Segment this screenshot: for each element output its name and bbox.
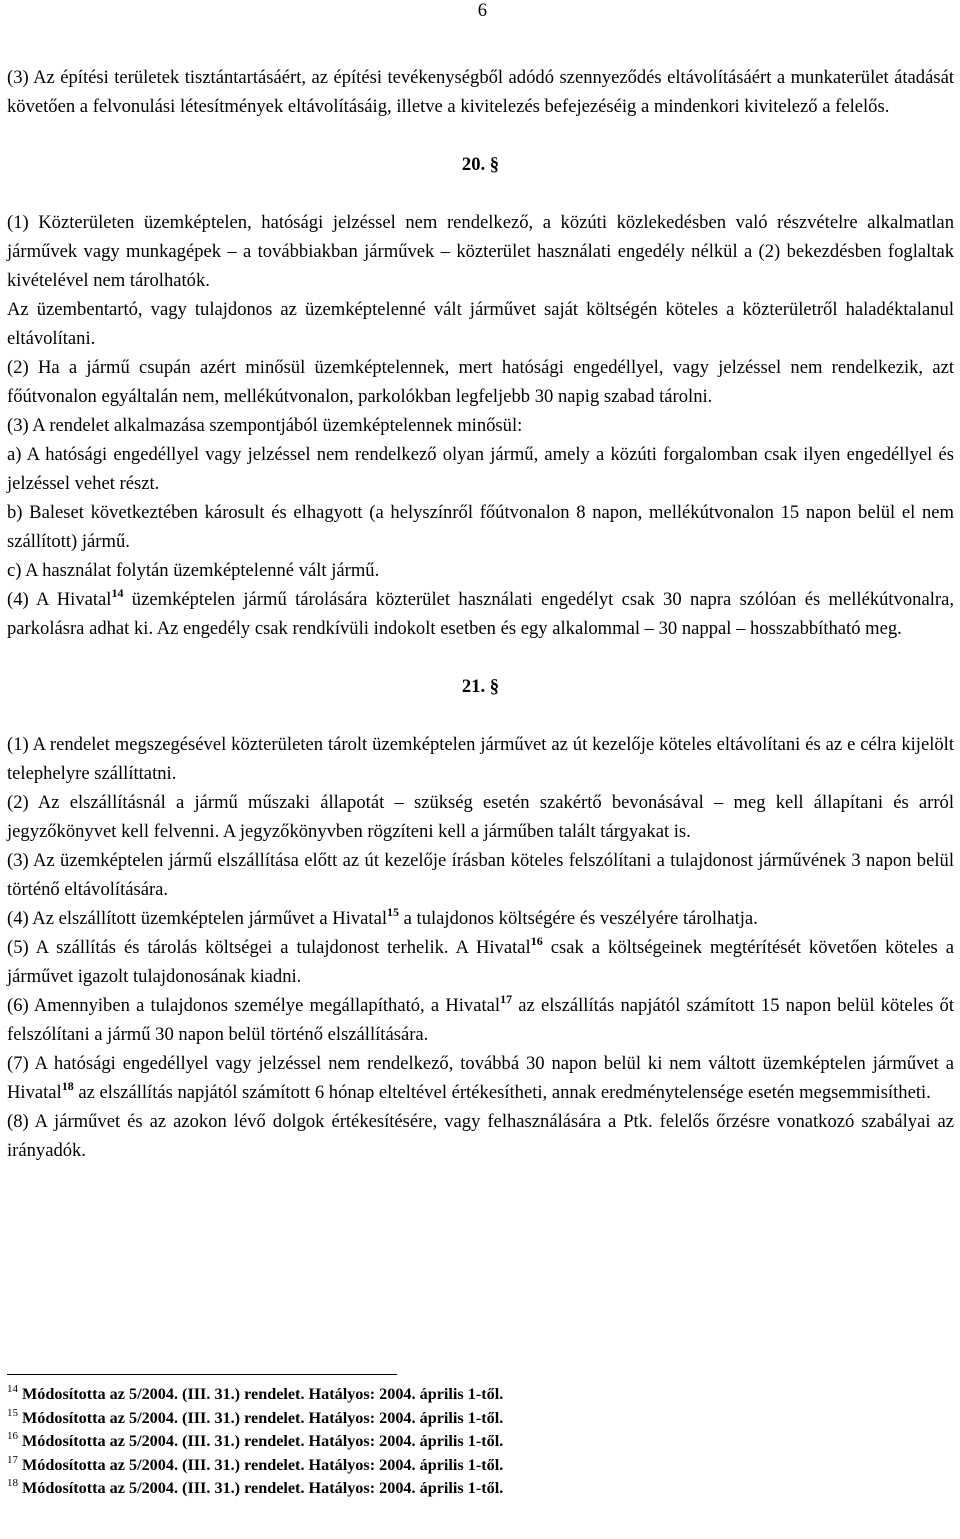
section-21-paragraph-2: (2) Az elszállításnál a jármű műszaki állapotát – szükség esetén szakértő bevonásával – meg kell állapítani és arról jegyzőkönyvet kell felvenni. A jegyzőkönyvben rögzíteni kell a járműben talált tárgyakat is. <box>7 792 954 842</box>
section-20-paragraph-2: (2) Ha a jármű csupán azért minősül üzemképtelennek, mert hatósági engedéllyel, vagy jelzéssel nem rendelkezik, azt főútvonalon egyáltalán nem, mellékútvonalon, parkolókban legfeljebb 30 napig szabad tárolni. <box>7 357 954 407</box>
footnote-17 <box>7 1454 907 1478</box>
footnote-number: 16 <box>7 1430 18 1443</box>
paragraph-text: (6) Amennyiben a tulajdonos személye megállapítható, a Hivatal <box>7 995 501 1016</box>
footnote-number: 14 <box>7 1383 18 1395</box>
paragraph-text: üzemképtelen jármű tárolására közterület használati engedélyt csak 30 napra szólóan és mellékútvonalra, parkolásra adhat ki. Az engedély csak rendkívüli indokolt esetben és egy alkalommal – 30 nappal – hosszabbítható meg. <box>7 589 954 639</box>
paragraph-text: (4) A Hivatal <box>7 589 112 610</box>
section-20-paragraph-3c: c) A használat folytán üzemképtelenné vált jármű. <box>7 560 380 581</box>
footnote-number: 18 <box>7 1477 18 1490</box>
section-21-paragraph-5 <box>7 933 954 991</box>
page-number: 6 <box>477 0 487 21</box>
intro-paragraph-3: (3) Az építési területek tisztántartásáért, az építési tevékenységből adódó szennyeződés eltávolításáért a munkaterület átadását követően a felvonulási létesítmények eltávolításáig, illetve a kivitelezés befejezéséig a mindenkori kivitelező a felelős. <box>7 67 954 117</box>
footnotes <box>7 1383 907 1501</box>
section-21-paragraph-1: (1) A rendelet megszegésével közterületen tárolt üzemképtelen járművet az út kezelője köteles eltávolítani és az e célra kijelölt telephelyre szállíttatni. <box>7 734 954 784</box>
footnote-ref-16[interactable]: 16 <box>530 934 543 948</box>
footnote-number: 15 <box>7 1406 18 1419</box>
paragraph-text: csak a költségeinek megtérítését követően köteles a járművet igazolt tulajdonosának kiadni. <box>7 937 955 987</box>
footnote-number: 17 <box>7 1453 18 1466</box>
section-21-paragraph-8: (8) A járművet és az azokon lévő dolgok értékesítésére, vagy felhasználására a Ptk. felelős őrzésre vonatkozó szabályai az irányadók. <box>7 1111 954 1161</box>
footnote-ref-17[interactable]: 17 <box>500 992 513 1006</box>
footnote-text: Módosította az 5/2004. (III. 31.) rendelet. Hatályos: 2004. április 1-től. <box>22 1408 504 1427</box>
section-20-paragraph-3b: b) Baleset következtében károsult és elhagyott (a helyszínről főútvonalon 8 napon, mellékútvonalon 15 napon belül el nem szállított) jármű. <box>7 502 954 552</box>
footnote-text: Módosította az 5/2004. (III. 31.) rendelet. Hatályos: 2004. április 1-től. <box>22 1432 504 1451</box>
section-20-paragraph-3a: a) A hatósági engedéllyel vagy jelzéssel nem rendelkező olyan jármű, amely a közúti forgalomban csak ilyen engedéllyel és jelzéssel vehet részt. <box>7 444 954 494</box>
section-21-paragraph-3: (3) Az üzemképtelen jármű elszállítása előtt az út kezelője írásban köteles felszólítani a tulajdonost járművének 3 napon belül történő eltávolítására. <box>7 850 954 900</box>
footnote-text: Módosította az 5/2004. (III. 31.) rendelet. Hatályos: 2004. április 1-től. <box>22 1455 504 1474</box>
footnote-14 <box>7 1383 907 1407</box>
section-21-paragraph-6 <box>7 991 954 1049</box>
footnote-text: Módosította az 5/2004. (III. 31.) rendelet. Hatályos: 2004. április 1-től. <box>22 1479 504 1498</box>
footnote-ref-15[interactable]: 15 <box>387 905 399 919</box>
section-20-paragraph-3: (3) A rendelet alkalmazása szempontjából üzemképtelennek minősül: <box>7 415 523 436</box>
paragraph-text: a tulajdonos költségére és veszélyére tárolhatja. <box>399 908 758 929</box>
footnote-text: Módosította az 5/2004. (III. 31.) rendelet. Hatályos: 2004. április 1-től. <box>22 1385 504 1403</box>
paragraph-text: (5) A szállítás és tárolás költségei a tulajdonost terhelik. A Hivatal <box>7 937 531 958</box>
footnote-15 <box>7 1407 907 1431</box>
paragraph-text: (4) Az elszállított üzemképtelen járművet a Hivatal <box>7 908 387 929</box>
section-20-paragraph-1b: Az üzembentartó, vagy tulajdonos az üzemképtelenné vált járművet saját költségén köteles a közterületről haladéktalanul eltávolítani. <box>7 299 954 349</box>
footnote-ref-18[interactable]: 18 <box>61 1079 74 1093</box>
footnote-ref-14[interactable]: 14 <box>111 586 124 600</box>
section-20-paragraph-1a: (1) Közterületen üzemképtelen, hatósági jelzéssel nem rendelkező, a közúti közlekedésben való részvételre alkalmatlan járművek vagy munkagépek – a továbbiakban járművek – közterület használati engedély nélkül a (2) bekezdésben foglaltak kivételével nem tárolhatók. <box>7 212 954 291</box>
paragraph-text: az elszállítás napjától számított 6 hónap elteltével értékesítheti, annak eredménytelensége esetén megsemmisítheti. <box>73 1082 931 1103</box>
footnote-separator <box>7 1374 397 1375</box>
footnote-16 <box>7 1430 907 1454</box>
paragraph-text: az elszállítás napjától számított 15 napon belül köteles őt felszólítani a jármű 30 napon belül történő elszállítására. <box>7 995 954 1045</box>
paragraph-text: (7) A hatósági engedéllyel vagy jelzéssel nem rendelkező, továbbá 30 napon belül ki nem váltott üzemképtelen járművet a Hivatal <box>7 1053 954 1103</box>
section-20-paragraph-4 <box>7 585 954 643</box>
section-21-paragraph-7 <box>7 1049 954 1107</box>
section-21-heading: 21. § <box>461 676 500 697</box>
section-21-paragraph-4 <box>7 904 954 933</box>
section-20-heading: 20. § <box>461 154 500 175</box>
footnote-18 <box>7 1477 907 1501</box>
